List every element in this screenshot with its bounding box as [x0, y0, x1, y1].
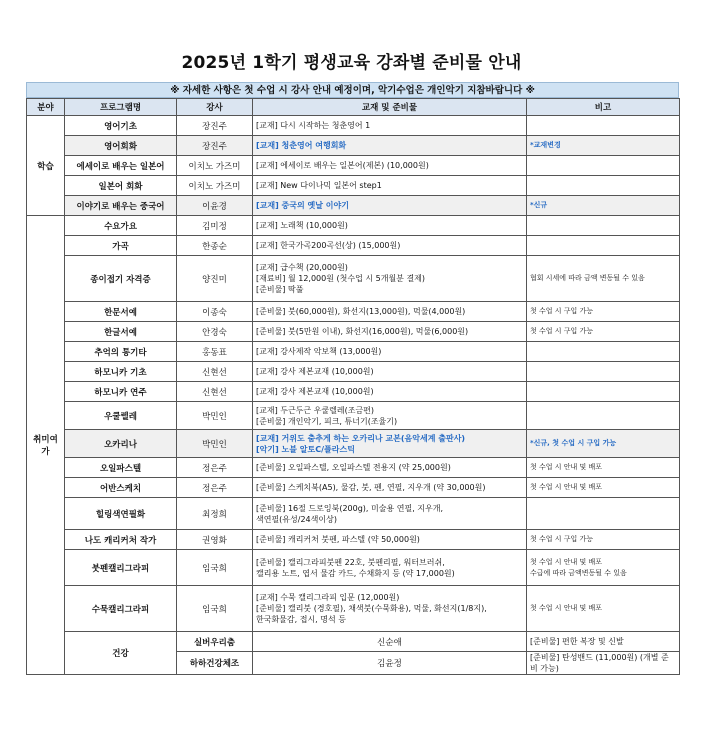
table-row — [27, 458, 680, 478]
program-name: 우쿨렐레 — [65, 402, 177, 430]
header-note: 비고 — [527, 99, 680, 116]
table-row — [27, 136, 680, 156]
materials-cell: [교재] 두근두근 우쿨렐레(조금편) [준비물] 개인악기, 피크, 튜너기(조율기) — [253, 402, 527, 430]
materials-cell: [교재] 한국가곡200곡선(상) (15,000원) — [253, 236, 527, 256]
instructor-name: 신현선 — [177, 382, 253, 402]
note-cell — [527, 382, 680, 402]
table-row — [27, 176, 680, 196]
table-row — [27, 478, 680, 498]
program-name: 수묵캘리그라피 — [65, 586, 177, 632]
category-cell-health: 건강 — [65, 632, 177, 675]
category-cell-study: 학습 — [27, 116, 65, 216]
program-name: 이야기로 배우는 중국어 — [65, 196, 177, 216]
note-cell — [527, 236, 680, 256]
instructor-name: 임국희 — [177, 550, 253, 586]
table-row — [27, 196, 680, 216]
note-cell: 첫 수업 시 안내 및 배포 수급에 따라 금액변동될 수 있음 — [527, 550, 680, 586]
course-table — [26, 98, 680, 675]
instructor-name: 정은주 — [177, 458, 253, 478]
table-row — [27, 382, 680, 402]
program-name: 하하건강체조 — [177, 652, 253, 675]
materials-cell: [교재] 중국의 옛날 이야기 — [253, 196, 527, 216]
table-row — [27, 156, 680, 176]
program-name: 수요가요 — [65, 216, 177, 236]
instructor-name: 박민인 — [177, 402, 253, 430]
materials-cell: [교재] 거위도 춤추게 하는 오카리나 교본(음악세계 출판사) [악기] 노블 알토C/플라스틱 — [253, 430, 527, 458]
materials-cell: [교재] 강사 제본교재 (10,000원) — [253, 362, 527, 382]
note-cell: *신규, 첫 수업 시 구입 가능 — [527, 430, 680, 458]
materials-cell: [교재] 강사제작 악보책 (13,000원) — [253, 342, 527, 362]
instructor-name: 김윤정 — [253, 652, 527, 675]
materials-cell: [교재] 에세이로 배우는 일본어(제본) (10,000원) — [253, 156, 527, 176]
note-cell: 협회 시세에 따라 금액 변동될 수 있음 — [527, 256, 680, 302]
note-cell — [527, 362, 680, 382]
program-name: 하모니카 기초 — [65, 362, 177, 382]
table-row — [27, 236, 680, 256]
note-cell — [527, 176, 680, 196]
table-row — [27, 216, 680, 236]
table-row — [27, 362, 680, 382]
program-name: 하모니카 연주 — [65, 382, 177, 402]
table-row — [27, 342, 680, 362]
header-category: 분야 — [27, 99, 65, 116]
category-cell-hobby: 취미여가 — [27, 216, 65, 675]
note-cell: 첫 수업 시 안내 및 배포 — [527, 458, 680, 478]
table-row — [27, 256, 680, 302]
materials-cell: [교재] 노래책 (10,000원) — [253, 216, 527, 236]
table-row — [27, 322, 680, 342]
materials-cell: [준비물] 오일파스텔, 오일파스텔 전용지 (약 25,000원) — [253, 458, 527, 478]
materials-cell: [준비물] 스케치북(A5), 물감, 붓, 펜, 연필, 지우개 (약 30,000원) — [253, 478, 527, 498]
materials-cell: [교재] 수묵 캘리그라피 입문 (12,000원) [준비물] 캘리붓 (경호필), 채색붓(수묵화용), 먹물, 화선지(1/8지), 한국화물감, 접시, 명석 등 — [253, 586, 527, 632]
program-name: 실버우리춤 — [177, 632, 253, 652]
program-name: 추억의 통기타 — [65, 342, 177, 362]
materials-cell: [준비물] 탄성밴드 (11,000원) (개별 준비 가능) — [527, 652, 680, 675]
materials-cell: [교재] 급수책 (20,000원) [재료비] 월 12,000원 (첫수업 시 5개월분 결제) [준비물] 딱풀 — [253, 256, 527, 302]
program-name: 한글서예 — [65, 322, 177, 342]
instructor-name: 이윤경 — [177, 196, 253, 216]
materials-cell: [준비물] 편한 복장 및 신발 — [527, 632, 680, 652]
table-row — [27, 530, 680, 550]
program-name: 힐링색연필화 — [65, 498, 177, 530]
note-cell: 첫 수업 시 안내 및 배포 — [527, 586, 680, 632]
instructor-name: 권영화 — [177, 530, 253, 550]
program-name: 영어기초 — [65, 116, 177, 136]
instructor-name: 이치노 가즈미 — [177, 176, 253, 196]
program-name: 붓펜캘리그라피 — [65, 550, 177, 586]
note-cell — [527, 156, 680, 176]
note-cell — [527, 402, 680, 430]
materials-cell: [교재] 청춘영어 여행회화 — [253, 136, 527, 156]
page-title: 2025년 1학기 평생교육 강좌별 준비물 안내 — [181, 53, 522, 73]
note-cell: 첫 수업 시 구입 가능 — [527, 530, 680, 550]
program-name: 에세이로 배우는 일본어 — [65, 156, 177, 176]
header-row — [27, 99, 680, 116]
note-cell: 첫 수업 시 구입 가능 — [527, 302, 680, 322]
instructor-name: 임국희 — [177, 586, 253, 632]
instructor-name: 김미정 — [177, 216, 253, 236]
note-cell — [527, 342, 680, 362]
instructor-name: 박민인 — [177, 430, 253, 458]
instructor-name: 안경숙 — [177, 322, 253, 342]
materials-cell: [교재] New 다이나믹 일본어 step1 — [253, 176, 527, 196]
table-row — [27, 586, 680, 632]
program-name: 오카리나 — [65, 430, 177, 458]
program-name: 한문서예 — [65, 302, 177, 322]
instructor-name: 양진미 — [177, 256, 253, 302]
instructor-name: 최정희 — [177, 498, 253, 530]
materials-cell: [교재] 다시 시작하는 청춘영어 1 — [253, 116, 527, 136]
instructor-name: 장진주 — [177, 136, 253, 156]
instructor-name: 이치노 가즈미 — [177, 156, 253, 176]
instructor-name: 이종숙 — [177, 302, 253, 322]
header-program: 프로그램명 — [65, 99, 177, 116]
table-row — [27, 116, 680, 136]
program-name: 가곡 — [65, 236, 177, 256]
materials-cell: [준비물] 캘리그라피붓펜 22호, 붓펜리필, 워터브러쉬, 캘리용 노트, 엽서 물감 카드, 수채화지 등 (약 17,000원) — [253, 550, 527, 586]
notice-banner: ※ 자세한 사항은 첫 수업 시 강사 안내 예정이며, 악기수업은 개인악기 지참바랍니다 ※ — [26, 82, 679, 98]
materials-cell: [준비물] 16절 드로잉북(200g), 미술용 연필, 지우개, 색연필(유성/24색이상) — [253, 498, 527, 530]
table-row — [27, 302, 680, 322]
program-name: 영어회화 — [65, 136, 177, 156]
program-name: 종이접기 자격증 — [65, 256, 177, 302]
instructor-name: 신현선 — [177, 362, 253, 382]
program-name: 어반스케치 — [65, 478, 177, 498]
materials-cell: [준비물] 붓(5만원 이내), 화선지(16,000원), 먹물(6,000원) — [253, 322, 527, 342]
instructor-name: 정은주 — [177, 478, 253, 498]
instructor-name: 장진주 — [177, 116, 253, 136]
materials-cell: [준비물] 캐리커처 붓펜, 파스텔 (약 50,000원) — [253, 530, 527, 550]
instructor-name: 신순애 — [253, 632, 527, 652]
header-instructor: 강사 — [177, 99, 253, 116]
note-cell: *교재변경 — [527, 136, 680, 156]
instructor-name: 홍동표 — [177, 342, 253, 362]
note-cell — [527, 216, 680, 236]
table-row — [27, 550, 680, 586]
note-cell: 첫 수업 시 안내 및 배포 — [527, 478, 680, 498]
note-cell: *신규 — [527, 196, 680, 216]
program-name: 오일파스텔 — [65, 458, 177, 478]
note-cell — [527, 498, 680, 530]
materials-cell: [교재] 강사 제본교재 (10,000원) — [253, 382, 527, 402]
header-materials: 교재 및 준비물 — [253, 99, 527, 116]
instructor-name: 한종순 — [177, 236, 253, 256]
table-row — [27, 430, 680, 458]
table-row — [27, 402, 680, 430]
table-row — [27, 632, 680, 652]
note-cell: 첫 수업 시 구입 가능 — [527, 322, 680, 342]
program-name: 나도 캐리커처 작가 — [65, 530, 177, 550]
materials-cell: [준비물] 붓(60,000원), 화선지(13,000원), 먹물(4,000원) — [253, 302, 527, 322]
table-row — [27, 498, 680, 530]
note-cell — [527, 116, 680, 136]
program-name: 일본어 회화 — [65, 176, 177, 196]
